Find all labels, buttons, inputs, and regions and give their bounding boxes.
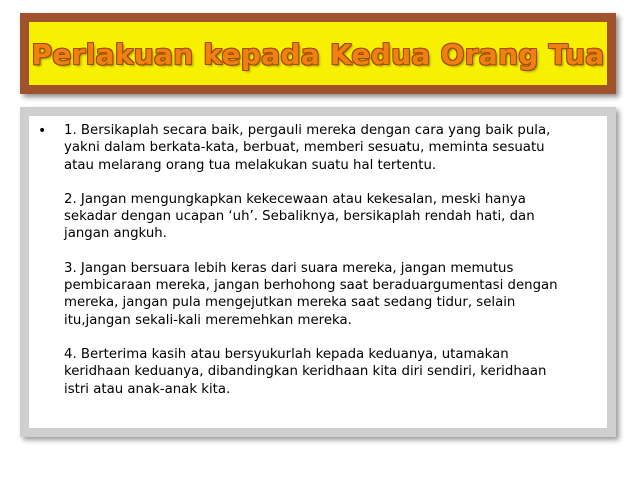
paragraph-line: jangan angkuh. xyxy=(64,226,167,242)
paragraph-gap xyxy=(64,329,604,346)
paragraph-line: pembicaraan mereka, jangan berhohong saat beraduargumentasi dengan xyxy=(64,278,558,294)
paragraph-line: 1. Bersikaplah secara baik, pergauli mereka dengan cara yang baik pula, xyxy=(64,123,551,138)
content-panel xyxy=(20,107,616,437)
paragraph-line: keridhaan keduanya, dibandingkan keridhaan kita diri sendiri, keridhaan xyxy=(64,364,547,380)
paragraph-2 xyxy=(64,191,604,243)
paragraph-line: 3. Jangan bersuara lebih keras dari suara mereka, jangan memutus xyxy=(64,260,514,276)
paragraph-line: 2. Jangan mengungkapkan kekecewaan atau kekesalan, meski hanya xyxy=(64,191,526,207)
content-text xyxy=(64,122,604,398)
title-banner xyxy=(20,13,616,94)
paragraph-line: yakni dalam berkata-kata, berbuat, memberi sesuatu, meminta sesuatu xyxy=(64,140,545,156)
paragraph-4 xyxy=(64,346,604,398)
paragraph-line: 4. Berterima kasih atau bersyukurlah kepada keduanya, utamakan xyxy=(64,346,509,362)
paragraph-3 xyxy=(64,260,604,329)
paragraph-line: itu,jangan sekali-kali meremehkan mereka. xyxy=(64,312,352,328)
paragraph-line: istri atau anak-anak kita. xyxy=(64,381,231,397)
slide-title: Perlakuan kepada Kedua Orang Tua xyxy=(31,38,605,71)
paragraph-gap xyxy=(64,174,604,191)
paragraph-1 xyxy=(64,122,604,174)
paragraph-line: mereka, jangan pula mengejutkan mereka saat sedang tidur, selain xyxy=(64,295,516,311)
paragraph-gap xyxy=(64,243,604,260)
bullet-marker: • xyxy=(38,123,47,139)
paragraph-line: atau melarang orang tua melakukan suatu hal tertentu. xyxy=(64,157,437,173)
paragraph-line: sekadar dengan ucapan ‘uh’. Sebaliknya, bersikaplah rendah hati, dan xyxy=(64,209,535,225)
